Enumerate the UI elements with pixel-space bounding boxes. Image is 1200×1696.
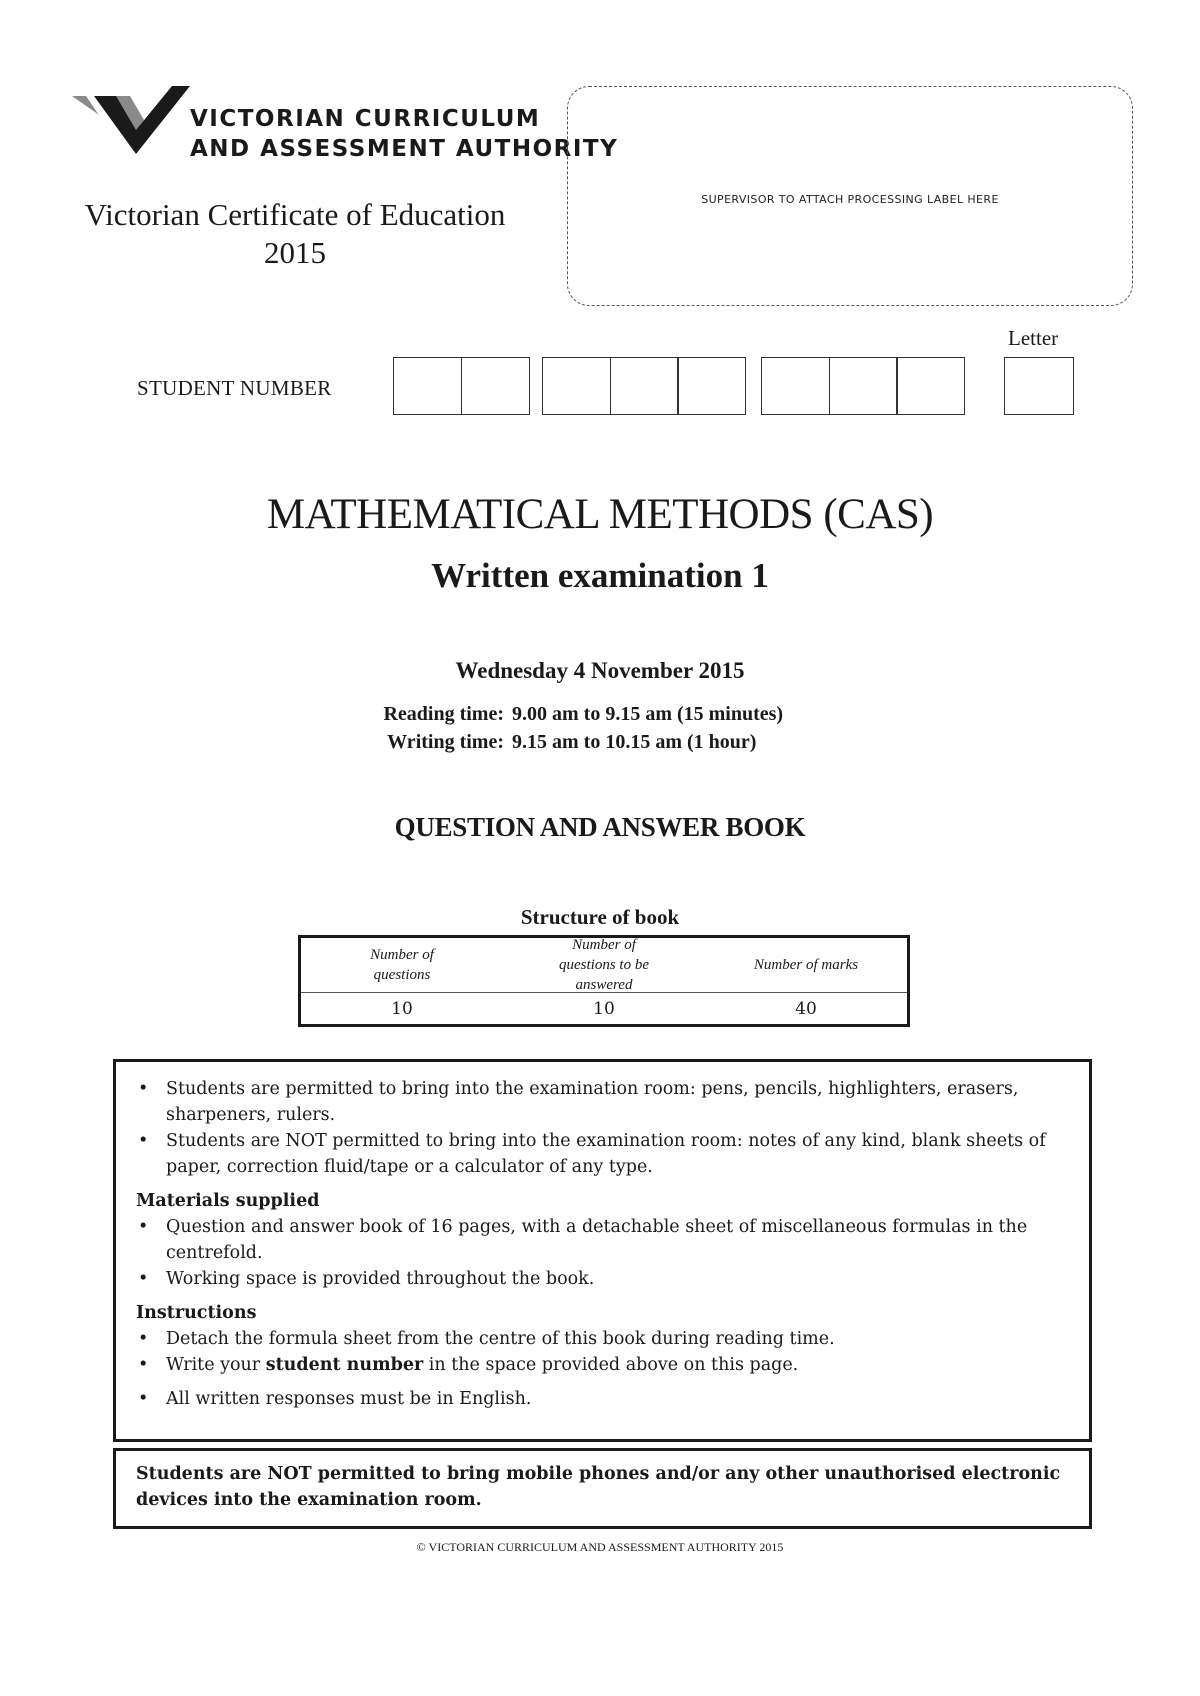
certificate-name: Victorian Certificate of Education (84, 197, 506, 232)
materials-list (136, 1214, 1071, 1292)
instructions-box (113, 1059, 1092, 1442)
header-questions-to-answer: Number of questions to be answered (559, 937, 649, 993)
list-item: • Students are NOT permitted to bring into the examination room: notes of any kind, blank sheets of paper, correction fluid/tape or a calculator of any type. (136, 1128, 1071, 1180)
certificate-year: 2015 (264, 235, 326, 270)
list-item (136, 1352, 1071, 1378)
student-number-digit-box[interactable] (610, 357, 679, 415)
list-item: • Detach the formula sheet from the centre of this book during reading time. (136, 1326, 1071, 1352)
reading-time-row (360, 700, 783, 728)
student-number-digit-box[interactable] (542, 357, 611, 415)
student-number-digit-box[interactable] (896, 357, 965, 415)
structure-table (298, 935, 910, 1027)
instruction-text-bold: student number (265, 1355, 424, 1375)
instruction-text-pre: Write your (166, 1355, 266, 1375)
processing-label-text: SUPERVISOR TO ATTACH PROCESSING LABEL HERE (701, 193, 999, 206)
permissions-list (136, 1076, 1071, 1180)
list-item: • All written responses must be in English. (136, 1386, 1071, 1412)
letter-label: Letter (1008, 326, 1059, 350)
exam-times (360, 700, 783, 756)
student-number-group-3 (761, 357, 965, 415)
list-item: • Students are permitted to bring into the examination room: pens, pencils, highlighters, erasers, sharpeners, rulers. (136, 1076, 1071, 1128)
student-number-digit-box[interactable] (393, 357, 462, 415)
student-number-digit-box[interactable] (677, 357, 746, 415)
copyright-notice: © VICTORIAN CURRICULUM AND ASSESSMENT AUTHORITY 2015 (416, 1540, 784, 1554)
student-number-group-2 (542, 357, 746, 415)
cell-number-of-marks: 40 (795, 998, 817, 1019)
writing-time-value: 9.15 am to 10.15 am (1 hour) (512, 731, 757, 753)
certificate-title (50, 196, 540, 272)
reading-time-label: Reading time: (383, 703, 504, 725)
exam-date: Wednesday 4 November 2015 (455, 658, 745, 683)
instruction-text-post: in the space provided above on this page. (423, 1355, 799, 1375)
student-number-digit-box[interactable] (461, 357, 530, 415)
header-number-of-marks: Number of marks (753, 957, 859, 973)
processing-label-area (567, 86, 1133, 306)
vcaa-checkmark-icon (72, 86, 202, 162)
mobile-phone-warning: Students are NOT permitted to bring mobile phones and/or any other unauthorised electronic devices into the examination room. (113, 1448, 1092, 1529)
structure-caption: Structure of book (520, 905, 680, 929)
student-number-label: STUDENT NUMBER (137, 376, 332, 400)
writing-time-row (360, 728, 783, 756)
list-item: • Question and answer book of 16 pages, with a detachable sheet of miscellaneous formulas in the centrefold. (136, 1214, 1071, 1266)
paper-title: Written examination 1 (431, 556, 769, 595)
book-type-heading: QUESTION AND ANSWER BOOK (394, 812, 806, 842)
student-number-letter-box[interactable] (1004, 357, 1074, 415)
list-item: • Working space is provided throughout the book. (136, 1266, 1071, 1292)
materials-heading: Materials supplied (136, 1191, 320, 1211)
subject-title: MATHEMATICAL METHODS (CAS) (266, 491, 934, 538)
authority-name-line1: VICTORIAN CURRICULUM (190, 106, 541, 132)
student-number-digit-box[interactable] (829, 357, 898, 415)
authority-name-line2: AND ASSESSMENT AUTHORITY (190, 136, 619, 162)
student-number-digit-box[interactable] (761, 357, 830, 415)
cell-questions-to-answer: 10 (593, 998, 615, 1019)
instructions-heading: Instructions (136, 1303, 257, 1323)
table-row (301, 993, 907, 1024)
authority-name (190, 104, 618, 164)
reading-time-value: 9.00 am to 9.15 am (15 minutes) (512, 703, 784, 725)
student-number-group-1 (393, 357, 530, 415)
structure-table-header (301, 938, 907, 993)
cell-number-of-questions: 10 (391, 998, 413, 1019)
header-number-of-questions: Number of questions (370, 947, 434, 983)
instructions-list (136, 1326, 1071, 1412)
writing-time-label: Writing time: (387, 731, 504, 753)
vcaa-logo (72, 86, 619, 166)
